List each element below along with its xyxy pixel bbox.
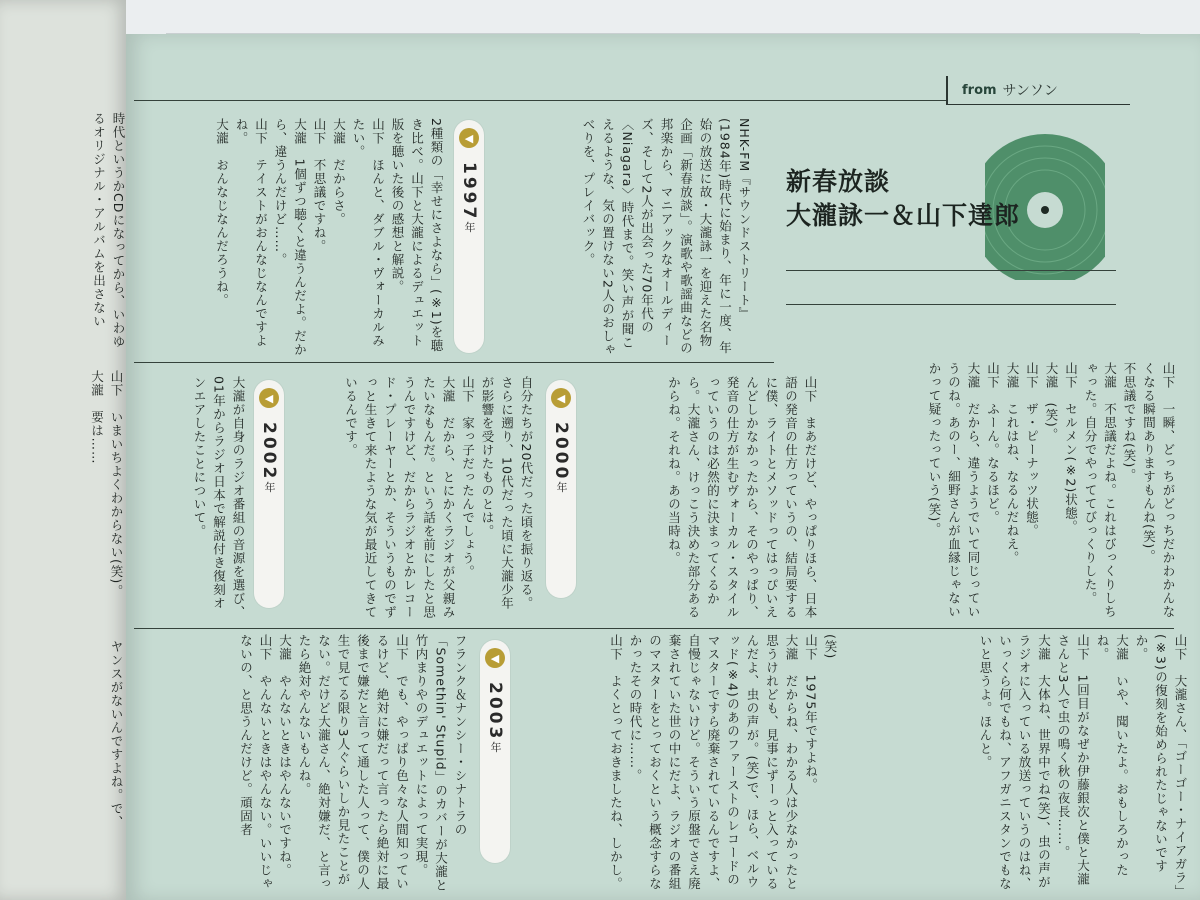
left-page [0,0,128,900]
arrow-circle-icon: ◀ [551,388,571,408]
dialogue-column-3: (笑) 山下 1975年ですよね。 大瀧 だからね、わかる人は少なかったと思うけれども、見事にずーっと入っているんだよ、虫の声が。(笑)で、ほら、ベルウッド(※4)のあのファーストのレコードのマスターですら廃棄されているんですよ、自慢じゃないけど。そういう原盤でさえ廃棄されていた世の中にだよ、ラジオの番組のマスターをとっておくという概念すらなかったその時代に……。 山下 よくとっておきましたね、しかし。 [608,634,838,891]
header-rule [134,100,946,101]
title-rule-top [786,270,1116,271]
year-badge-2002 [254,380,284,608]
source-name: サンソン [1002,83,1058,99]
section-1997-column: 2種類の「幸せにさよなら」(※1)を聴き比べ。山下と大瀧によるデュエット版を聴いた後の感想と解説。 山下 ほんと、ダブル・ヴォーカルみたい。 大瀧 だからさ。 山下 不思議ですね。 大瀧 1個ずつ聴くと違うんだよ。だから、違うんだけど……。 山下 テイストがおんなじなんですよね。 大瀧 おんなじなんだろうね。 [214,118,444,357]
title-rule-bottom [786,304,1116,305]
article-title-line2: 大瀧詠一＆山下達郎 [786,201,1021,230]
middle-rule [134,362,774,363]
year-badge-1997 [454,120,484,353]
section-2000-column: 自分たちが20代だった頃を振り返る。さらに遡り、10代だった頃に大瀧少年が影響を受けたものとは。 山下 家っ子だったんでしょう。 大瀧 だから、とにかくラジオが父親みたいなもんだ。という話を前にしたと思うんですけど、だからラジオとかレコード・プレーヤーとか、そういうものでずっと生きて来たような気が最近してきているんです。 [343,376,534,619]
left-column-mid: 山下 いまいちよくわからない(笑)。 大瀧 要は…… [89,370,124,598]
year-label-2003: 2003年 [485,682,505,756]
left-column-top: 時代というかCDになってから、いわゆるオリジナル・アルバムを出さない [91,112,126,349]
section-2002-column: 大瀧が自身のラジオ番組の音源を選び、01年からラジオ日本で解説付き復刻オンエアしたことについて。 [192,376,246,619]
arrow-circle-icon: ◀ [259,388,279,408]
year-badge-2000 [546,380,576,598]
section-2003-column: フランク＆ナンシー・シナトラの「Somethin' Stupid」のカバーが大瀧と竹内まりやのデュエットによって実現。 山下 でも、やっぱり色々な人間知っているけど、絶対に嫌だって言ったら絶対に最後まで嫌だと言って通した人って、僕の人生で見てる限り3人ぐらいしか見たことがない。だけど大瀧さん、絶対嫌だ、と言ったら絶対やんないもんね。 大瀧 やんないときはやんないですね。 山下 やんないときはやんない。いいじゃないの、と思うんだけど。頑固者 [238,634,468,893]
article-title-line1: 新春放談 [786,167,891,196]
from-label: from [962,82,997,98]
dialogue-column-2: 山下 まあだけど、やっぱりほら、日本語の発音の仕方っていうの、結局要するに僕、ライトとメソッドってはっぴいえんどしかなかったから、そのやっぱり、発音の仕方が生むヴォーカル・スタイルっていうのは必然的に決まってくるから。大瀧さん、けっこう決めた部分あるからね。それね。あの当時ね。 [666,376,818,619]
arrow-circle-icon: ◀ [485,648,505,668]
year-label-2000: 2000年 [551,422,571,496]
left-column-bottom: ヤンスがないんですよね。で、 [109,640,124,829]
dialogue-column-1: 山下 一瞬、どっちがどっちだかわかんなくなる瞬間ありますもんね(笑)。 不思議ですね(笑)。 大瀧 不思議だよね。これはびっくりしちゃった。自分でやっててびっくりした。 山下 セルメン(※2)状態。 大瀧 (笑)。 山下 ザ・ピーナッツ状態。 大瀧 これはね、なるんだねえ。 山下 ふーん。なるほど。 大瀧 だから、違うようでいて同じっていうのね。あのー、細野さんが血縁じゃないかって疑ったっていう(笑)。 [927,362,1176,619]
arrow-circle-icon: ◀ [459,128,479,148]
intro-column: NHK-FM『サウンドストリート』(1984年)時代に始まり、年に一度、年始の放送に故・大瀧詠一を迎えた名物企画「新春放談」。演歌や歌謡曲などの邦楽から、マニアックなオールディーズ、そして2人が出会った70年代の〈Niagara〉時代まで。笑い声が聞こえるような、気の置けない2人のおしゃべりを、プレイバック。 [581,118,752,357]
year-label-2002: 2002年 [259,422,279,496]
from-tab [946,76,1130,105]
bottom-rule [134,628,1174,629]
year-label-1997: 1997年 [459,162,479,236]
year-badge-2003 [480,640,510,863]
dialogue-column-right: 山下 大瀧さん、「ゴーゴー・ナイアガラ」(※3)の復刻を始められたじゃないですか。 大瀧 いや、聞いたよ。おもしろかったね。 山下 1回目がなぜか伊藤銀次と僕と大瀧さんと3人で虫の鳴く秋の夜長……。 大瀧 大体ね、世界中でね(笑)、虫の声がラジオに入っている放送っていうのはね、いっくら何でもね、アフガニスタンでもないと思うよ。ほんと。 [978,634,1188,892]
